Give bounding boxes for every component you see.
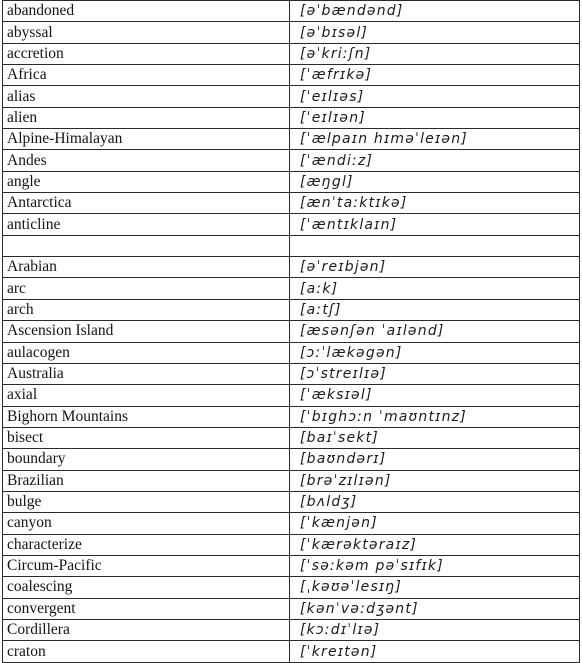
word-cell: Africa [3,65,290,86]
table-row [3,43,580,64]
pronunciation-cell: [ˈeɪlɪən] [290,107,580,128]
pronunciation-cell: [bʌldʒ] [290,491,580,512]
word-cell: Brazilian [3,470,290,491]
word-cell: axial [3,385,290,406]
table-row [3,619,580,640]
table-row [3,22,580,43]
table-row [3,641,580,663]
pronunciation-cell [290,235,580,256]
pronunciation-cell: [əˈreɪbjən] [290,257,580,278]
pronunciation-cell: [ˈbɪghɔːn ˈmaʊntɪnz] [290,406,580,427]
pronunciation-cell: [ˈkreɪtən] [290,641,580,663]
pronunciation-cell: [brəˈzɪlɪən] [290,470,580,491]
pronunciation-cell: [baʊndərɪ] [290,449,580,470]
table-row [3,214,580,235]
table-row [3,449,580,470]
word-cell: aulacogen [3,342,290,363]
word-cell: arc [3,278,290,299]
table-row [3,86,580,107]
word-cell: Cordillera [3,619,290,640]
pronunciation-cell: [ˈæfrɪkə] [290,65,580,86]
table-row [3,534,580,555]
pronunciation-cell: [ænˈtaːktɪkə] [290,193,580,214]
table-row [3,299,580,320]
pronunciation-cell: [ˈsəːkəm pəˈsɪfɪk] [290,555,580,576]
word-cell: convergent [3,598,290,619]
word-cell: alias [3,86,290,107]
word-cell: alien [3,107,290,128]
table-row [3,491,580,512]
pronunciation-cell: [ˈeɪlɪəs] [290,86,580,107]
word-cell: accretion [3,43,290,64]
word-cell: boundary [3,449,290,470]
pronunciation-cell: [æŋgl] [290,171,580,192]
table-row [3,470,580,491]
word-cell: craton [3,641,290,663]
word-cell: Circum-Pacific [3,555,290,576]
word-cell: abandoned [3,1,290,22]
word-cell: Alpine-Himalayan [3,129,290,150]
word-cell: characterize [3,534,290,555]
word-cell: bulge [3,491,290,512]
word-cell: Andes [3,150,290,171]
table-row [3,235,580,256]
pronunciation-cell: [ˈkærəktəraɪz] [290,534,580,555]
vocabulary-table-body [3,1,580,663]
table-row [3,257,580,278]
pronunciation-cell: [əˈkriːʃn] [290,43,580,64]
pronunciation-cell: [aːtʃ] [290,299,580,320]
pronunciation-cell: [ɔˈstreɪlɪə] [290,363,580,384]
table-row [3,278,580,299]
word-cell: Bighorn Mountains [3,406,290,427]
table-row [3,577,580,598]
table-row [3,193,580,214]
pronunciation-cell: [əˈbændənd] [290,1,580,22]
word-cell [3,235,290,256]
table-row [3,107,580,128]
table-row [3,150,580,171]
table-row [3,171,580,192]
pronunciation-cell: [kɔːdɪˈlɪə] [290,619,580,640]
word-cell: bisect [3,427,290,448]
table-row [3,65,580,86]
table-row [3,513,580,534]
word-cell: Ascension Island [3,321,290,342]
word-cell: arch [3,299,290,320]
table-row [3,129,580,150]
pronunciation-cell: [ˈændiːz] [290,150,580,171]
pronunciation-cell: [ˈæksɪəl] [290,385,580,406]
word-cell: Australia [3,363,290,384]
pronunciation-cell: [ˈæntɪklaɪn] [290,214,580,235]
pronunciation-cell: [baɪˈsekt] [290,427,580,448]
table-row [3,363,580,384]
word-cell: angle [3,171,290,192]
word-cell: Arabian [3,257,290,278]
pronunciation-cell: [aːk] [290,278,580,299]
word-cell: coalescing [3,577,290,598]
word-cell: anticline [3,214,290,235]
word-cell: canyon [3,513,290,534]
table-row [3,598,580,619]
table-row [3,385,580,406]
pronunciation-cell: [ˈælpaɪn hɪməˈleɪən] [290,129,580,150]
pronunciation-cell: [æsənʃən ˈaɪlənd] [290,321,580,342]
table-row [3,427,580,448]
table-row [3,555,580,576]
word-cell: Antarctica [3,193,290,214]
word-cell: abyssal [3,22,290,43]
pronunciation-cell: [kənˈvəːdʒənt] [290,598,580,619]
pronunciation-cell: [ˌkəʊəˈlesɪŋ] [290,577,580,598]
vocabulary-table [2,0,580,663]
pronunciation-cell: [ɔːˈlækəgən] [290,342,580,363]
table-row [3,342,580,363]
table-row [3,406,580,427]
pronunciation-cell: [ˈkænjən] [290,513,580,534]
table-row [3,1,580,22]
table-row [3,321,580,342]
pronunciation-cell: [əˈbɪsəl] [290,22,580,43]
